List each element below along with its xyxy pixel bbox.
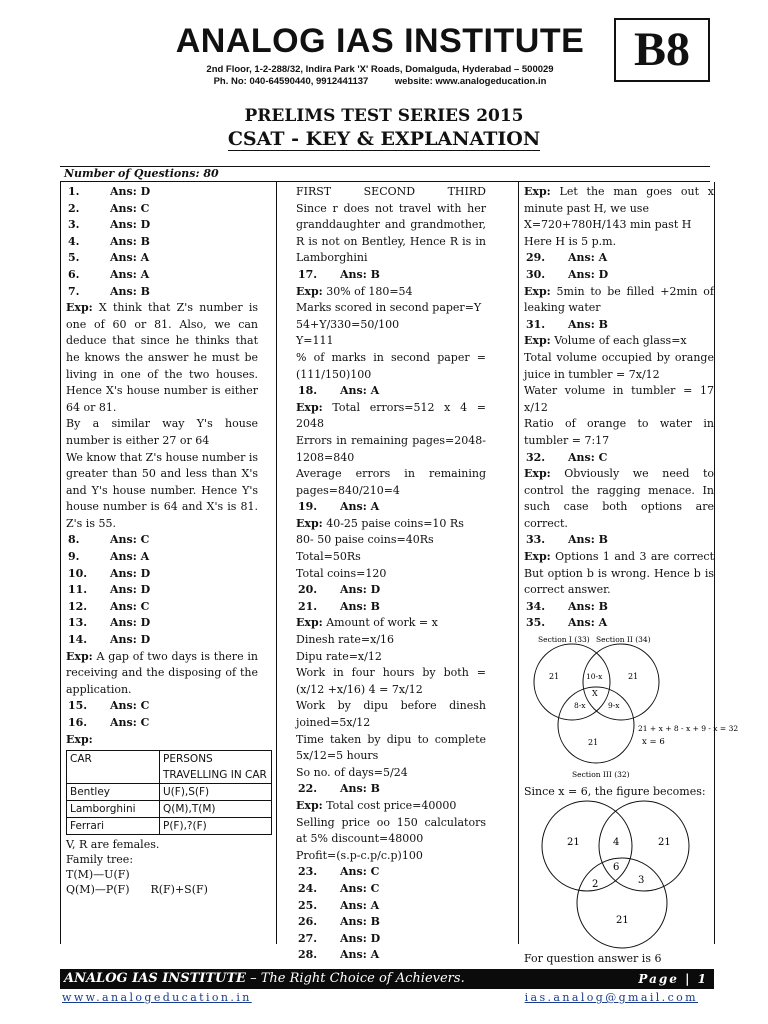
- venn-circle-3: [577, 858, 667, 948]
- answer-list: [66, 532, 258, 648]
- answer-row: [66, 599, 258, 616]
- venn-region-3: 21: [588, 738, 599, 748]
- table-header-row: [67, 751, 272, 784]
- question-number: 18.: [298, 384, 318, 398]
- exp-line: Total volume occupied by orange juice in tumbler = 7x/12: [524, 350, 714, 381]
- answer-row: [66, 715, 258, 732]
- venn-diagram-section-x: [524, 632, 739, 782]
- page-number: Page | 1: [638, 972, 708, 986]
- answer-value: Ans: D: [340, 931, 381, 945]
- answer-row: [296, 931, 486, 948]
- answer-row: [524, 615, 714, 632]
- answer-value: Ans: B: [568, 317, 608, 331]
- answer-value: Ans: C: [568, 450, 608, 464]
- exp-line: Time taken by dipu to complete 5x/12=5 hours: [296, 732, 486, 763]
- exp-line: Profit=(s.p-c.p/c.p)100: [296, 848, 423, 862]
- answer-value: Ans: D: [340, 583, 381, 597]
- females-note: V, R are females.: [66, 838, 160, 852]
- venn-region-12: 4: [613, 836, 620, 848]
- answer-value: Ans: B: [340, 267, 380, 281]
- answer-value: Ans: B: [340, 915, 380, 929]
- venn-region-13: 2: [592, 878, 599, 890]
- question-number: 21.: [298, 599, 318, 613]
- website-link[interactable]: www.analogeducation.in: [62, 991, 252, 1004]
- question-number: 10.: [68, 566, 88, 580]
- column-divider: [518, 182, 519, 944]
- footer-bar: [60, 969, 714, 989]
- question-number: 20.: [298, 583, 318, 597]
- answer-list: [66, 184, 258, 300]
- contact-line: Ph. No: 040-64590440, 9912441137 website: www.analogeducation.in: [213, 76, 547, 87]
- answer-row: [66, 267, 258, 284]
- exp-label: Exp:: [296, 516, 323, 530]
- column-2: [296, 184, 486, 964]
- order-word: THIRD: [447, 185, 486, 198]
- exp-line: Water volume in tumbler = 17 x/12: [524, 384, 714, 414]
- question-number: 4.: [68, 234, 80, 248]
- answer-row: [296, 898, 486, 915]
- exp-label: Exp:: [66, 649, 93, 663]
- footer-brand: [64, 970, 465, 988]
- exp-line: % of marks in second paper =(111/150)100: [296, 350, 486, 381]
- answer-value: Ans: C: [340, 865, 380, 879]
- exp-text: Obviously we need to control the ragging menace. In such case both options are correct.: [524, 467, 714, 530]
- venn-circle-3: [558, 687, 634, 763]
- exp-line: Errors in remaining pages=2048-1208=840: [296, 433, 486, 464]
- explanation-18: [296, 400, 486, 433]
- exp-label: Exp:: [296, 616, 323, 630]
- question-number: 6.: [68, 267, 80, 281]
- answer-value: Ans: C: [340, 881, 380, 895]
- question-number: 26.: [298, 915, 318, 929]
- explanation-21: [296, 615, 486, 632]
- question-number: 7.: [68, 284, 80, 298]
- answer-list: [296, 864, 486, 964]
- table-cell: Bentley: [67, 784, 160, 801]
- address-line: 2nd Floor, 1-2-288/32, Indira Park 'X' Roads, Domalguda, Hyderabad – 500029: [206, 64, 554, 75]
- table-cell: Q(M),T(M): [160, 801, 272, 818]
- answer-row: [66, 201, 258, 218]
- answer-row: [66, 217, 258, 234]
- exp-label: Exp:: [296, 284, 323, 298]
- venn-region-123: X: [592, 689, 598, 699]
- exp-line: X=720+780H/143 min past H: [524, 218, 692, 232]
- exp-line: Ratio of orange to water in tumbler = 7:17: [524, 417, 714, 447]
- venn-region-12: 10-x: [586, 672, 603, 682]
- exp-label: Exp:: [524, 550, 551, 564]
- answer-row: [524, 250, 714, 267]
- exp-line: 80- 50 paise coins=40Rs: [296, 533, 434, 547]
- venn-region-2: 21: [628, 672, 639, 682]
- answer-row: [296, 599, 486, 616]
- answer-row: [66, 632, 258, 649]
- venn-region-23: 9-x: [608, 701, 620, 711]
- venn-region-13: 8-x: [574, 701, 586, 711]
- answer-row: [66, 250, 258, 267]
- exp-label: Exp:: [524, 467, 551, 481]
- answer-value: Ans: A: [340, 500, 380, 514]
- question-number: 33.: [526, 533, 546, 547]
- answer-value: Ans: B: [110, 284, 150, 298]
- venn-equation: 21 + x + 8 - x + 9 - x = 32: [638, 724, 739, 734]
- family-tree-label: Family tree:: [66, 853, 134, 867]
- answer-value: Ans: D: [568, 267, 609, 281]
- answer-row: [296, 881, 486, 898]
- venn-diagram-solved: [524, 801, 714, 951]
- answer-value: Ans: D: [110, 185, 151, 198]
- answer-value: Ans: A: [568, 616, 608, 630]
- exp-text: 30% of 180=54: [326, 284, 413, 298]
- question-number: 29.: [526, 251, 546, 265]
- venn-result: x = 6: [642, 737, 665, 748]
- family-tree-line: T(M)—U(F): [66, 868, 130, 882]
- question-number: 27.: [298, 931, 318, 945]
- question-number: 17.: [298, 267, 318, 281]
- question-number: 34.: [526, 599, 546, 613]
- answer-value: Ans: C: [110, 201, 150, 215]
- question-number: 31.: [526, 317, 546, 331]
- question-number: 30.: [526, 267, 546, 281]
- answer-row: [66, 582, 258, 599]
- exp-label: Exp:: [66, 732, 93, 746]
- exp-line: Dipu rate=x/12: [296, 649, 382, 663]
- car-table: [66, 750, 272, 835]
- answer-row: [296, 582, 486, 599]
- answer-value: Ans: B: [110, 234, 150, 248]
- question-number: 3.: [68, 218, 80, 232]
- exp-text: A gap of two days is there in receiving and the disposing of the application.: [66, 649, 258, 696]
- exp-line: Work by dipu before dinesh joined=5x/12: [296, 699, 486, 729]
- exp-line: Average errors in remaining pages=840/210=4: [296, 467, 486, 497]
- explanation-28: [524, 184, 714, 217]
- question-number: 28.: [298, 948, 318, 962]
- exp-label: Exp:: [66, 301, 93, 315]
- answer-row: [524, 267, 714, 284]
- question-number: 5.: [68, 251, 80, 265]
- answer-row: [66, 549, 258, 566]
- question-number: 25.: [298, 898, 318, 912]
- since-note: Since x = 6, the figure becomes:: [524, 785, 706, 799]
- answer-row: [296, 914, 486, 931]
- question-number: 22.: [298, 782, 318, 796]
- series-title: PRELIMS TEST SERIES 2015: [244, 106, 524, 126]
- table-cell: P(F),?(F): [160, 818, 272, 835]
- exp-label: Exp:: [296, 400, 323, 414]
- final-answer-note: For question answer is 6: [524, 951, 662, 965]
- answer-value: Ans: A: [110, 251, 150, 265]
- exp-line: So no. of days=5/24: [296, 765, 408, 779]
- table-row: [67, 818, 272, 835]
- exp-line: Here H is 5 p.m.: [524, 234, 617, 248]
- venn-region-2: 21: [658, 836, 671, 848]
- explanation-31: [524, 333, 714, 350]
- exp-text: 40-25 paise coins=10 Rs: [326, 516, 464, 530]
- explanation-7-line: By a similar way Y's house number is either 27 or 64: [66, 417, 258, 447]
- explanation-33: [524, 549, 714, 599]
- answer-row: [296, 864, 486, 881]
- answer-value: Ans: B: [340, 782, 380, 796]
- table-cell: Ferrari: [67, 818, 160, 835]
- explanation-7: [66, 300, 258, 416]
- subtitle-text: CSAT - KEY & EXPLANATION: [227, 128, 541, 150]
- venn-circle-1: [534, 644, 610, 720]
- column-1: [66, 184, 267, 897]
- answer-row: [296, 267, 486, 284]
- explanation-14: [66, 649, 258, 699]
- table-row: [67, 784, 272, 801]
- venn-label-section-2: Section II (34): [596, 635, 651, 645]
- question-number: 15.: [68, 699, 88, 713]
- column-divider: [276, 182, 277, 944]
- venn-region-1: 21: [567, 836, 580, 848]
- exp-line: Total=50Rs: [296, 550, 361, 564]
- answer-row: [66, 566, 258, 583]
- answer-value: Ans: C: [110, 533, 150, 547]
- column-divider: [714, 182, 715, 944]
- table-header-cell: PERSONS TRAVELLING IN CAR: [160, 751, 272, 784]
- exp-text: Total errors=512 x 4 = 2048: [296, 400, 486, 431]
- table-cell: Lamborghini: [67, 801, 160, 818]
- explanation-30: [524, 284, 714, 317]
- exp-text: Total cost price=40000: [326, 798, 457, 812]
- answer-value: Ans: B: [340, 599, 380, 613]
- question-number: 23.: [298, 865, 318, 879]
- institute-title: ANALOG IAS INSTITUTE: [175, 22, 585, 60]
- exp-text: 5min to be filled +2min of leaking water: [524, 284, 715, 315]
- answer-value: Ans: D: [110, 218, 151, 232]
- question-number: 12.: [68, 599, 88, 613]
- venn-label-section-3: Section III (32): [572, 770, 630, 780]
- answer-value: Ans: A: [568, 251, 608, 265]
- question-number: 24.: [298, 881, 318, 895]
- answer-row: [296, 947, 486, 964]
- answer-value: Ans: D: [110, 566, 151, 580]
- number-of-questions: Number of Questions: 80: [60, 166, 710, 182]
- question-number: 16.: [68, 716, 88, 729]
- exp-line: Selling price oo 150 calculators at 5% discount=48000: [296, 815, 486, 846]
- answer-row: [524, 317, 714, 334]
- answer-value: Ans: A: [340, 948, 380, 962]
- venn-circle-2: [583, 644, 659, 720]
- column-divider: [60, 182, 61, 944]
- answer-value: Ans: C: [110, 699, 150, 713]
- column-3: [524, 184, 739, 967]
- venn-region-123: 6: [613, 861, 620, 873]
- document-subtitle: [0, 128, 768, 150]
- answer-row: [66, 284, 258, 301]
- answer-row: [524, 532, 714, 549]
- question-number: 35.: [526, 616, 546, 630]
- question-number: 32.: [526, 450, 546, 464]
- answer-value: Ans: C: [110, 716, 150, 729]
- answer-row: [66, 615, 258, 632]
- paper-code-badge: B8: [614, 18, 710, 82]
- family-tree-line: Q(M)—P(F) R(F)+S(F): [66, 883, 208, 897]
- email-link[interactable]: ias.analog@gmail.com: [524, 991, 698, 1004]
- question-number: 11.: [68, 583, 88, 597]
- exp-label: Exp:: [296, 798, 323, 812]
- answer-value: Ans: A: [340, 898, 380, 912]
- venn-region-1: 21: [549, 672, 560, 682]
- exp-line: Y=111: [296, 334, 334, 348]
- order-word: SECOND: [363, 185, 416, 198]
- question-number: 1.: [68, 185, 80, 198]
- table-header-cell: CAR: [67, 751, 160, 784]
- exp-text: Volume of each glass=x: [554, 334, 687, 348]
- question-number: 13.: [68, 616, 88, 630]
- answer-row: [66, 234, 258, 251]
- exp-label: Exp:: [524, 185, 551, 198]
- explanation-19: [296, 516, 486, 533]
- exp-text: Amount of work = x: [326, 616, 438, 630]
- answer-value: Ans: C: [110, 599, 150, 613]
- answer-value: Ans: D: [110, 583, 151, 597]
- venn-region-23: 3: [638, 874, 645, 886]
- table-cell: U(F),S(F): [160, 784, 272, 801]
- explanation-7-line: We know that Z's house number is greater than 50 and less than X's and Y's house number. Hence Y's house number is 64 and X's is 81. Z's is 55.: [66, 450, 259, 530]
- exp-line: Total coins=120: [296, 566, 387, 580]
- question-number: 8.: [68, 533, 80, 547]
- explanation-22: [296, 798, 486, 815]
- answer-value: Ans: B: [568, 533, 608, 547]
- answer-row: [296, 383, 486, 400]
- question-number: 14.: [68, 633, 88, 647]
- exp-text: X think that Z's number is one of 60 or 81. Also, we can deduce that since he thinks that he knows the answer he must be living in one of the two houses. Hence X's house number is either 64 or 81.: [66, 301, 258, 414]
- answer-row: [524, 599, 714, 616]
- exp-line: Dinesh rate=x/16: [296, 633, 395, 647]
- answer-value: Ans: A: [340, 384, 380, 398]
- exp-label: Exp:: [524, 334, 551, 348]
- exp-line: 54+Y/330=50/100: [296, 317, 400, 331]
- explanation-32: [524, 466, 714, 532]
- order-word: FIRST: [296, 185, 332, 198]
- answer-value: Ans: B: [568, 599, 608, 613]
- exp-line: Work in four hours by both = (x/12 +x/16) 4 = 7x/12: [296, 666, 486, 696]
- header: [0, 0, 768, 170]
- answer-row: [296, 781, 486, 798]
- explanation-17: [296, 284, 486, 301]
- venn-region-3: 21: [616, 914, 629, 926]
- exp-line: Marks scored in second paper=Y: [296, 301, 482, 315]
- footer-institute: ANALOG IAS INSTITUTE: [64, 971, 246, 986]
- exp-text: Let the man goes out x minute past H, we use: [524, 185, 714, 215]
- explanation-16: [66, 732, 258, 749]
- explanation-16-text: Since r does not travel with her granddaughter and grandmother, R is not on Bentley, Hence R is in Lamborghini: [296, 201, 486, 265]
- answer-row: [296, 499, 486, 516]
- venn-label-section-1: Section I (33): [538, 635, 590, 645]
- question-number: 2.: [68, 201, 80, 215]
- answer-value: Ans: D: [110, 616, 151, 630]
- answer-value: Ans: A: [110, 267, 150, 281]
- footer-tagline: – The Right Choice of Achievers.: [245, 971, 465, 986]
- answer-row: [66, 184, 258, 201]
- exp-label: Exp:: [524, 284, 551, 298]
- exp-text: Options 1 and 3 are correct But option b is wrong. Hence b is correct answer.: [524, 550, 715, 597]
- answer-list: [66, 698, 258, 731]
- answer-value: Ans: D: [110, 633, 151, 647]
- question-number: 9.: [68, 550, 80, 564]
- question-number: 19.: [298, 500, 318, 514]
- answer-row: [66, 532, 258, 549]
- table-row: [67, 801, 272, 818]
- answer-value: Ans: A: [110, 550, 150, 564]
- answer-row: [524, 450, 714, 467]
- answer-row: [66, 698, 258, 715]
- seat-order: [296, 184, 486, 201]
